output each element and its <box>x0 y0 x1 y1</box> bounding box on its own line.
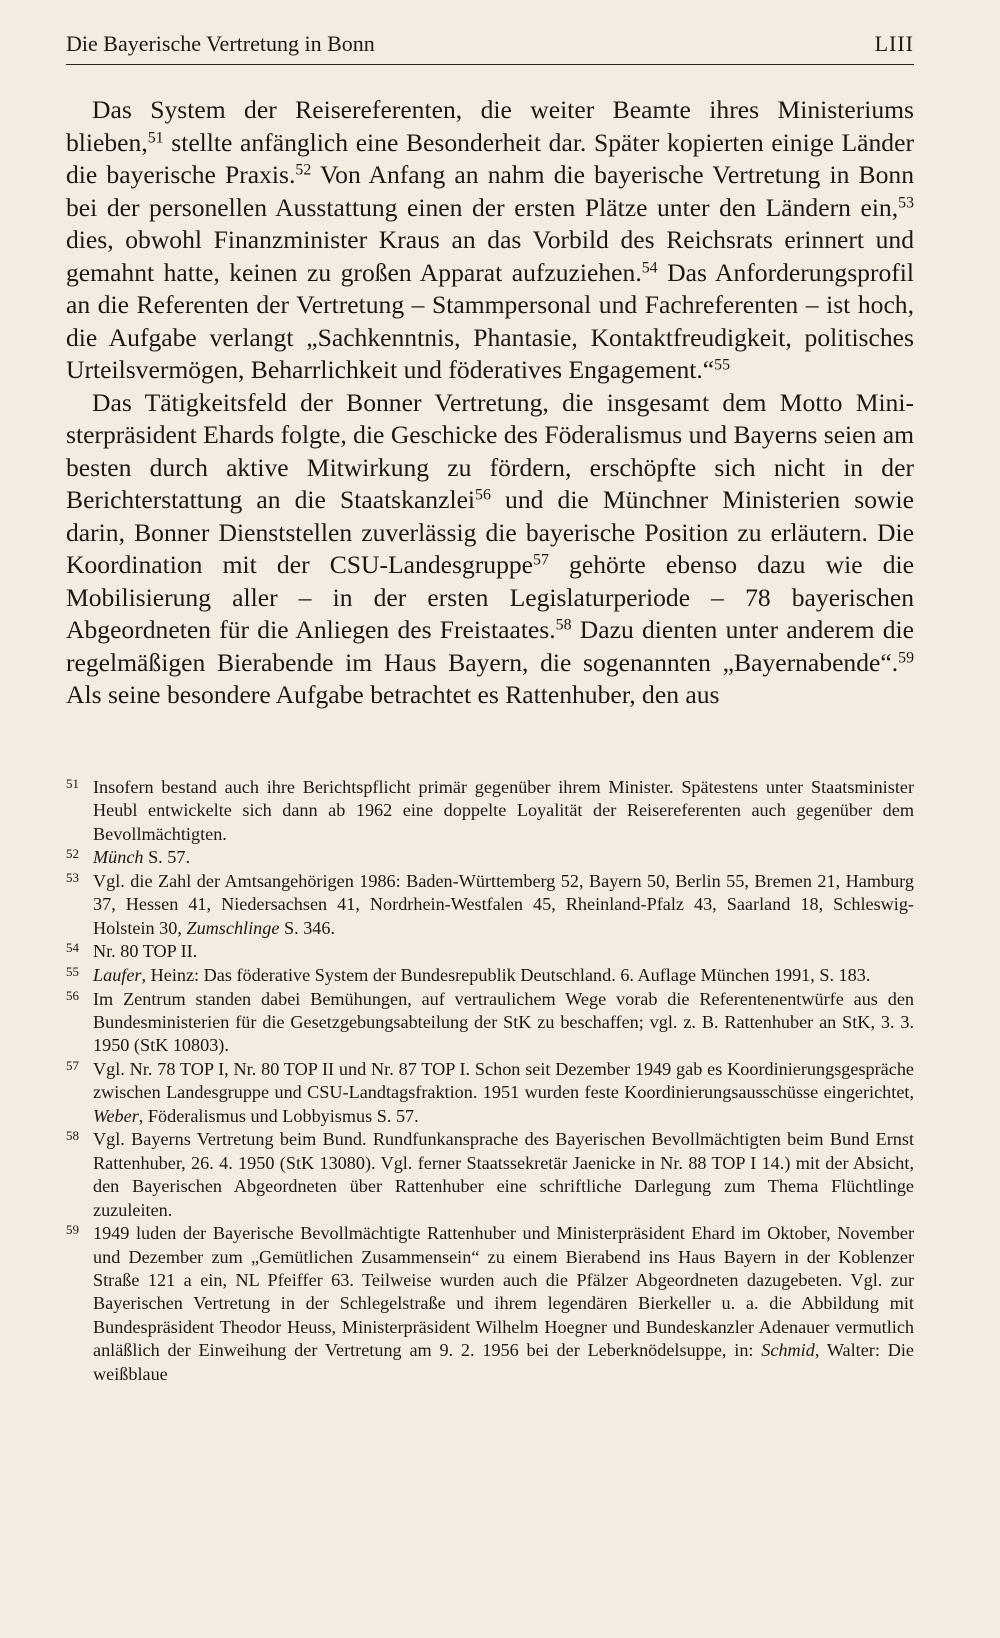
footnote-number: 54 <box>66 940 79 956</box>
footnote-text: S. 57. <box>143 847 191 868</box>
footnote-text: Im Zentrum standen dabei Bemühungen, auf vertraulichem Wege vorab die Referentenentwürfe aus den Bundesministerien für die Gesetzgebungsabteilung der StK zu beschaffen; vgl. z. B. Rattenhuber an StK, 3. 3. 1950 (StK 10803). <box>93 988 914 1056</box>
footnote-number: 55 <box>66 964 79 979</box>
text-run: Das Anforderungsprofil an die Referenten der Vertretung – Stammpersonal und Fachreferenten – ist hoch, die Aufgabe verlangt „Sachkenntnis, Phantasie, Kontaktfreudigkeit, politisches Urteilsvermögen, Beharrlichkeit und föderatives Engagement.“ <box>66 257 915 384</box>
footnote-number: 52 <box>66 846 79 862</box>
paragraph-2 <box>66 387 914 712</box>
footnote-author: Weber <box>93 1105 139 1126</box>
footnote-57 <box>66 1058 914 1128</box>
footnote-ref: 57 <box>533 551 549 569</box>
running-head <box>66 30 914 65</box>
footnote-51 <box>66 776 914 846</box>
footnote-text: Vgl. Nr. 78 TOP I, Nr. 80 TOP II und Nr. 87 TOP I. Schon seit Dezember 1949 gab es Koordinierungsgespräche zwischen Landesgruppe und CSU-Landtagsfraktion. 1951 wurden feste Koordinierungsausschüsse eingerichtet, <box>93 1059 914 1103</box>
footnote-ref: 58 <box>555 616 572 634</box>
footnote-author: Zumschlinge <box>186 917 280 938</box>
text-run: Das System der Reisereferenten, die weiter Beamte ihres Ministeriums blieben, <box>66 95 914 157</box>
footnote-ref: 56 <box>475 486 491 504</box>
book-page <box>66 0 914 1638</box>
footnote-number: 57 <box>66 1058 79 1073</box>
footnote-number: 59 <box>66 1222 79 1238</box>
footnote-text: S. 346. <box>279 917 336 938</box>
footnote-text: Vgl. Bayerns Vertretung beim Bund. Rundfunkansprache des Bayerischen Bevollmächtigten beim Bund Ernst Rattenhuber, 26. 4. 1950 (StK 13080). Vgl. ferner Staatssekretär Jaenicke in Nr. 88 TOP I 14.) mit der Absicht, den Bayerischen Abgeordneten über Rattenhuber eine schriftliche Darlegung zum Thema Flüchtlinge zuzuleiten. <box>93 1129 914 1220</box>
footnote-text: Insofern bestand auch ihre Berichtspflicht primär gegenüber ihrem Minister. Spätestens unter Staatsminister Heubl entwickelte sich dann ab 1962 eine doppelte Loyalität der Reisereferenten auch gegenüber dem Bevollmächtigten. <box>93 777 914 844</box>
footnote-number: 51 <box>66 776 79 791</box>
footnote-author: Laufer <box>93 965 142 985</box>
text-run: Dazu dienten unter anderem die regelmäßigen Bierabende im Haus Bayern, die sogenannten „Bayernabende“. <box>66 615 914 677</box>
text-run: und die Münchner Ministerien sowie darin, Bonner Dienststellen zuverlässig die bayerische Position zu erläutern. Die Koordination mit der CSU-Landesgruppe <box>66 485 915 579</box>
footnote-52 <box>66 846 914 869</box>
footnote-author: Schmid <box>761 1340 815 1361</box>
footnote-54 <box>66 940 914 963</box>
footnote-number: 56 <box>66 987 79 1003</box>
footnote-ref: 53 <box>898 193 914 211</box>
footnote-58 <box>66 1128 914 1222</box>
footnote-ref: 51 <box>147 128 164 146</box>
text-run: Als seine besondere Aufgabe betrachtet es Rattenhuber, den aus <box>66 680 720 709</box>
footnote-ref: 52 <box>295 161 312 179</box>
footnote-59 <box>66 1222 914 1386</box>
footnote-ref: 59 <box>898 648 914 666</box>
footnote-text: Vgl. die Zahl der Amtsangehörigen 1986: Baden-Württemberg 52, Bayern 50, Berlin 55, Bremen 21, Hamburg 37, Hessen 41, Niedersachsen 41, Nordrhein-Westfalen 45, Rheinland-Pfalz 43, Saarland 18, Schleswig-Holstein 30, <box>93 871 914 938</box>
footnote-number: 58 <box>66 1128 79 1144</box>
text-run: gehörte ebenso dazu wie die Mobilisierung aller – in der ersten Legislaturperiode – 78 bayerischen Abgeordneten für die Anliegen des Freistaates. <box>66 550 914 644</box>
footnote-text: , Walter: Die weißblaue <box>93 1340 914 1384</box>
page-number: LIII <box>874 31 914 56</box>
footnote-55 <box>66 964 914 987</box>
footnote-56 <box>66 988 914 1058</box>
footnote-53 <box>66 870 914 940</box>
text-run: dies, obwohl Finanzminister Kraus an das Vorbild des Reichsrats erinnert und gemahnt hatte, keinen zu großen Apparat aufzuziehen. <box>66 225 914 287</box>
footnote-author: Münch <box>93 847 144 868</box>
footnote-text: , Föderalismus und Lobbyismus S. 57. <box>138 1105 419 1126</box>
text-run: stellte anfänglich eine Besonderheit dar. Später kopierten einige Länder die bayerische Praxis. <box>66 127 914 189</box>
footnote-text: 1949 luden der Bayerische Bevollmächtigte Rattenhuber und Ministerpräsident Ehard im Oktober, November und Dezember zum „Gemütlichen Zusammensein“ zu einem Bierabend ins Haus Bayern in der Koblenzer Straße 121 a ein, NL Pfeiffer 63. Teilweise wurden auch die Pfälzer Abgeordneten dazugebeten. Vgl. zur Bayerischen Vertretung in der Schlegelstraße und ihrem legendären Bierkeller u. a. die Abbildung mit Bundespräsident Theodor Heuss, Ministerpräsident Wilhelm Hoegner und Bundeskanzler Adenauer vermutlich anläßlich der Einweihung der Vertretung am 9. 2. 1956 bei der Leberknödelsuppe, in: <box>93 1223 914 1361</box>
footnote-text: , Heinz: Das föderative System der Bundesrepublik Deutschland. 6. Auflage München 1991, S. 183. <box>141 965 871 985</box>
footnote-number: 53 <box>66 870 79 885</box>
footnote-ref: 55 <box>714 356 731 374</box>
text-run: Von Anfang an nahm die bayerische Vertretung in Bonn bei der personellen Ausstattung einen der ersten Plätze unter den Ländern ein, <box>66 160 914 222</box>
paragraph-1 <box>66 94 914 387</box>
footnote-text: Nr. 80 TOP II. <box>93 941 198 962</box>
main-text <box>66 94 914 712</box>
text-run: Das Tätigkeitsfeld der Bonner Vertretung, die insgesamt dem Motto Ministerpräsident Ehards folgte, die Geschicke des Föderalismus und Bayerns seien am besten durch aktive Mitwirkung zu fördern, erschöpfte sich nicht in der Berichterstattung an die Staatskanzlei <box>66 387 914 514</box>
footnotes <box>66 776 914 1386</box>
footnote-ref: 54 <box>641 258 658 276</box>
running-head-title: Die Bayerische Vertretung in Bonn <box>66 31 375 56</box>
